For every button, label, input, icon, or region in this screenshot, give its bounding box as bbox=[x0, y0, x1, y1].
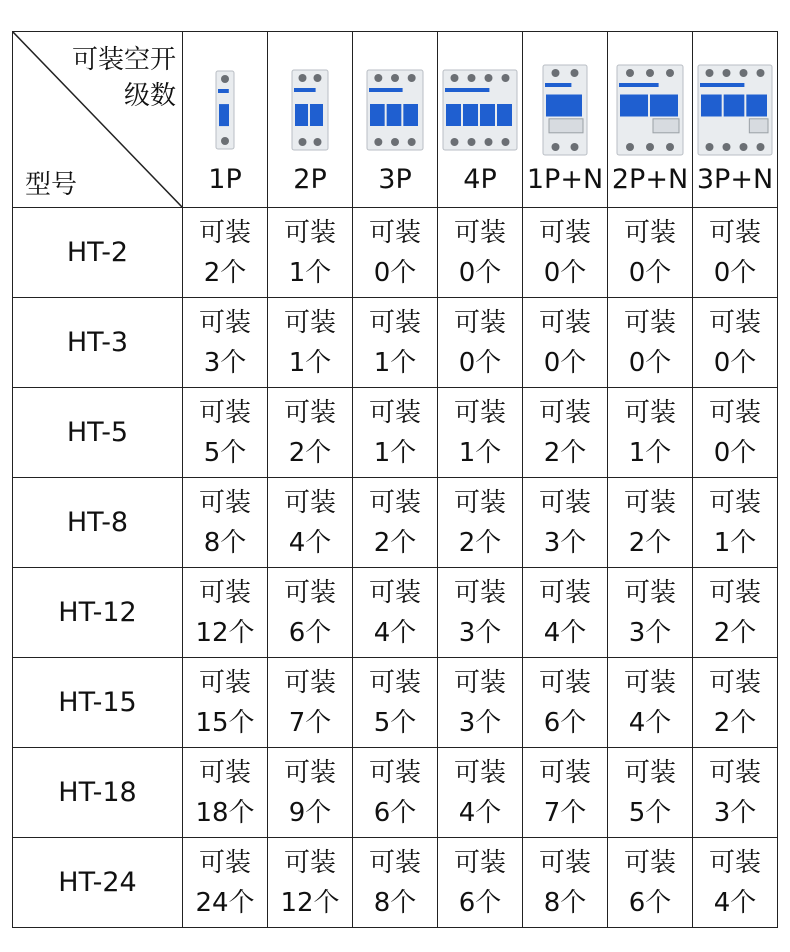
capacity-count: 5个 bbox=[203, 437, 247, 468]
capacity-cell bbox=[608, 838, 693, 928]
capacity-label: 可装 bbox=[283, 667, 336, 698]
model-cell: HT-5 bbox=[13, 388, 183, 478]
capacity-count: 0个 bbox=[713, 347, 757, 378]
table-row bbox=[13, 568, 778, 658]
capacity-label: 可装 bbox=[283, 217, 336, 248]
capacity-label: 可装 bbox=[198, 757, 251, 788]
capacity-count: 6个 bbox=[458, 887, 502, 918]
table-row bbox=[13, 388, 778, 478]
capacity-cell bbox=[268, 748, 353, 838]
capacity-count: 6个 bbox=[628, 887, 672, 918]
capacity-label: 可装 bbox=[368, 847, 421, 878]
capacity-label: 可装 bbox=[708, 487, 761, 518]
capacity-table bbox=[12, 31, 778, 928]
capacity-label: 可装 bbox=[538, 577, 591, 608]
capacity-count: 0个 bbox=[628, 347, 672, 378]
capacity-label: 可装 bbox=[623, 577, 676, 608]
header-row bbox=[13, 32, 778, 208]
capacity-count: 2个 bbox=[458, 527, 502, 558]
capacity-label: 可装 bbox=[283, 307, 336, 338]
capacity-count: 2个 bbox=[373, 527, 417, 558]
table-row bbox=[13, 208, 778, 298]
capacity-count: 3个 bbox=[458, 617, 502, 648]
capacity-count: 5个 bbox=[373, 707, 417, 738]
capacity-count: 6个 bbox=[288, 617, 332, 648]
capacity-label: 可装 bbox=[538, 487, 591, 518]
capacity-label: 可装 bbox=[708, 307, 761, 338]
pole-label: 3P bbox=[378, 164, 412, 195]
capacity-count: 12个 bbox=[195, 617, 255, 648]
pole-column-header bbox=[183, 32, 268, 208]
capacity-count: 1个 bbox=[628, 437, 672, 468]
capacity-cell bbox=[608, 208, 693, 298]
capacity-count: 7个 bbox=[288, 707, 332, 738]
capacity-count: 0个 bbox=[458, 257, 502, 288]
capacity-cell bbox=[438, 748, 523, 838]
pole-count-header-line1: 可装空开 bbox=[71, 45, 176, 75]
capacity-label: 可装 bbox=[538, 397, 591, 428]
model-cell: HT-15 bbox=[13, 658, 183, 748]
capacity-count: 18个 bbox=[195, 797, 255, 828]
capacity-label: 可装 bbox=[623, 757, 676, 788]
capacity-cell bbox=[353, 478, 438, 568]
capacity-cell bbox=[183, 748, 268, 838]
capacity-count: 2个 bbox=[628, 527, 672, 558]
capacity-label: 可装 bbox=[368, 577, 421, 608]
capacity-count: 3个 bbox=[713, 797, 757, 828]
model-cell: HT-2 bbox=[13, 208, 183, 298]
capacity-label: 可装 bbox=[283, 487, 336, 518]
capacity-cell bbox=[693, 838, 778, 928]
capacity-cell bbox=[268, 568, 353, 658]
capacity-count: 1个 bbox=[373, 437, 417, 468]
capacity-cell bbox=[608, 388, 693, 478]
capacity-label: 可装 bbox=[198, 397, 251, 428]
capacity-count: 6个 bbox=[543, 707, 587, 738]
capacity-count: 0个 bbox=[713, 437, 757, 468]
capacity-count: 0个 bbox=[628, 257, 672, 288]
capacity-label: 可装 bbox=[623, 307, 676, 338]
capacity-cell bbox=[438, 838, 523, 928]
capacity-label: 可装 bbox=[368, 667, 421, 698]
capacity-count: 1个 bbox=[373, 347, 417, 378]
capacity-count: 24个 bbox=[195, 887, 255, 918]
capacity-cell bbox=[353, 388, 438, 478]
capacity-label: 可装 bbox=[198, 487, 251, 518]
capacity-cell bbox=[693, 658, 778, 748]
capacity-cell bbox=[608, 478, 693, 568]
capacity-count: 12个 bbox=[280, 887, 340, 918]
capacity-label: 可装 bbox=[538, 847, 591, 878]
capacity-cell bbox=[268, 838, 353, 928]
capacity-label: 可装 bbox=[623, 847, 676, 878]
capacity-count: 0个 bbox=[713, 257, 757, 288]
capacity-count: 4个 bbox=[288, 527, 332, 558]
capacity-label: 可装 bbox=[453, 667, 506, 698]
capacity-cell bbox=[183, 208, 268, 298]
capacity-count: 2个 bbox=[713, 617, 757, 648]
capacity-cell bbox=[693, 478, 778, 568]
capacity-cell bbox=[438, 208, 523, 298]
capacity-cell bbox=[608, 298, 693, 388]
capacity-label: 可装 bbox=[283, 397, 336, 428]
capacity-cell bbox=[693, 748, 778, 838]
pole-label: 1P bbox=[208, 164, 242, 195]
capacity-cell bbox=[523, 748, 608, 838]
pole-label: 2P+N bbox=[611, 164, 689, 195]
capacity-label: 可装 bbox=[708, 397, 761, 428]
table-row bbox=[13, 658, 778, 748]
capacity-label: 可装 bbox=[538, 667, 591, 698]
capacity-count: 4个 bbox=[543, 617, 587, 648]
pole-column-header bbox=[608, 32, 693, 208]
capacity-cell bbox=[353, 658, 438, 748]
capacity-label: 可装 bbox=[283, 757, 336, 788]
capacity-cell bbox=[353, 838, 438, 928]
model-cell: HT-12 bbox=[13, 568, 183, 658]
capacity-label: 可装 bbox=[283, 577, 336, 608]
pole-count-header-line2: 级数 bbox=[123, 81, 176, 111]
capacity-count: 8个 bbox=[373, 887, 417, 918]
capacity-cell bbox=[183, 568, 268, 658]
capacity-count: 3个 bbox=[543, 527, 587, 558]
capacity-count: 7个 bbox=[543, 797, 587, 828]
capacity-label: 可装 bbox=[453, 577, 506, 608]
breaker-1p-icon bbox=[183, 60, 267, 160]
model-cell: HT-18 bbox=[13, 748, 183, 838]
capacity-cell bbox=[268, 208, 353, 298]
capacity-count: 15个 bbox=[195, 707, 255, 738]
capacity-count: 1个 bbox=[288, 257, 332, 288]
capacity-cell bbox=[183, 298, 268, 388]
capacity-count: 0个 bbox=[458, 347, 502, 378]
breaker-2p-icon bbox=[268, 60, 352, 160]
capacity-label: 可装 bbox=[538, 307, 591, 338]
rcbo-1pn-icon bbox=[523, 60, 607, 160]
capacity-label: 可装 bbox=[198, 577, 251, 608]
capacity-cell bbox=[693, 208, 778, 298]
capacity-count: 1个 bbox=[288, 347, 332, 378]
capacity-label: 可装 bbox=[453, 757, 506, 788]
capacity-cell bbox=[268, 298, 353, 388]
capacity-count: 3个 bbox=[458, 707, 502, 738]
pole-label: 1P+N bbox=[526, 164, 604, 195]
model-header: 型号 bbox=[25, 170, 78, 200]
model-cell: HT-24 bbox=[13, 838, 183, 928]
capacity-cell bbox=[353, 208, 438, 298]
capacity-cell bbox=[608, 568, 693, 658]
model-cell: HT-3 bbox=[13, 298, 183, 388]
pole-label: 3P+N bbox=[696, 164, 774, 195]
capacity-count: 4个 bbox=[628, 707, 672, 738]
capacity-count: 2个 bbox=[543, 437, 587, 468]
capacity-cell bbox=[268, 388, 353, 478]
capacity-count: 3个 bbox=[203, 347, 247, 378]
capacity-count: 2个 bbox=[203, 257, 247, 288]
capacity-cell bbox=[608, 748, 693, 838]
capacity-cell bbox=[268, 658, 353, 748]
table-row bbox=[13, 298, 778, 388]
capacity-label: 可装 bbox=[453, 217, 506, 248]
capacity-count: 2个 bbox=[288, 437, 332, 468]
breaker-3p-icon bbox=[353, 60, 437, 160]
capacity-label: 可装 bbox=[623, 397, 676, 428]
pole-label: 2P bbox=[293, 164, 327, 195]
capacity-count: 0个 bbox=[543, 257, 587, 288]
pole-label: 4P bbox=[463, 164, 497, 195]
capacity-cell bbox=[268, 478, 353, 568]
capacity-label: 可装 bbox=[708, 217, 761, 248]
capacity-label: 可装 bbox=[538, 757, 591, 788]
table-row bbox=[13, 838, 778, 928]
capacity-label: 可装 bbox=[623, 667, 676, 698]
model-cell: HT-8 bbox=[13, 478, 183, 568]
capacity-cell bbox=[438, 298, 523, 388]
capacity-count: 0个 bbox=[373, 257, 417, 288]
capacity-label: 可装 bbox=[708, 577, 761, 608]
capacity-cell bbox=[183, 388, 268, 478]
capacity-label: 可装 bbox=[198, 847, 251, 878]
capacity-cell bbox=[693, 388, 778, 478]
capacity-cell bbox=[608, 658, 693, 748]
corner-header-cell bbox=[13, 32, 183, 208]
capacity-cell bbox=[353, 748, 438, 838]
capacity-label: 可装 bbox=[368, 487, 421, 518]
capacity-label: 可装 bbox=[623, 217, 676, 248]
capacity-label: 可装 bbox=[708, 847, 761, 878]
capacity-label: 可装 bbox=[453, 307, 506, 338]
capacity-label: 可装 bbox=[453, 847, 506, 878]
capacity-count: 4个 bbox=[373, 617, 417, 648]
capacity-count: 4个 bbox=[458, 797, 502, 828]
capacity-cell bbox=[523, 658, 608, 748]
capacity-count: 9个 bbox=[288, 797, 332, 828]
breaker-4p-icon bbox=[438, 60, 522, 160]
pole-column-header bbox=[693, 32, 778, 208]
capacity-count: 2个 bbox=[713, 707, 757, 738]
capacity-cell bbox=[438, 478, 523, 568]
capacity-cell bbox=[183, 658, 268, 748]
capacity-label: 可装 bbox=[198, 217, 251, 248]
capacity-label: 可装 bbox=[283, 847, 336, 878]
capacity-cell bbox=[523, 478, 608, 568]
capacity-cell bbox=[353, 568, 438, 658]
table-row bbox=[13, 478, 778, 568]
rcbo-2pn-icon bbox=[608, 60, 692, 160]
capacity-cell bbox=[438, 568, 523, 658]
capacity-cell bbox=[183, 838, 268, 928]
capacity-cell bbox=[353, 298, 438, 388]
capacity-cell bbox=[438, 388, 523, 478]
capacity-count: 5个 bbox=[628, 797, 672, 828]
capacity-label: 可装 bbox=[368, 757, 421, 788]
capacity-label: 可装 bbox=[708, 667, 761, 698]
capacity-cell bbox=[438, 658, 523, 748]
capacity-label: 可装 bbox=[198, 667, 251, 698]
capacity-cell bbox=[693, 298, 778, 388]
capacity-label: 可装 bbox=[538, 217, 591, 248]
pole-column-header bbox=[523, 32, 608, 208]
capacity-label: 可装 bbox=[453, 487, 506, 518]
pole-column-header bbox=[438, 32, 523, 208]
capacity-count: 1个 bbox=[458, 437, 502, 468]
table-row bbox=[13, 748, 778, 838]
capacity-count: 8个 bbox=[543, 887, 587, 918]
capacity-label: 可装 bbox=[623, 487, 676, 518]
capacity-count: 6个 bbox=[373, 797, 417, 828]
capacity-cell bbox=[523, 568, 608, 658]
rcbo-3pn-icon bbox=[693, 60, 777, 160]
capacity-label: 可装 bbox=[368, 397, 421, 428]
capacity-cell bbox=[523, 838, 608, 928]
capacity-cell bbox=[523, 208, 608, 298]
capacity-cell bbox=[693, 568, 778, 658]
capacity-count: 0个 bbox=[543, 347, 587, 378]
capacity-cell bbox=[523, 388, 608, 478]
capacity-label: 可装 bbox=[368, 307, 421, 338]
capacity-label: 可装 bbox=[198, 307, 251, 338]
capacity-label: 可装 bbox=[708, 757, 761, 788]
capacity-cell bbox=[183, 478, 268, 568]
capacity-count: 3个 bbox=[628, 617, 672, 648]
pole-column-header bbox=[268, 32, 353, 208]
pole-count-header bbox=[72, 42, 176, 114]
capacity-count: 1个 bbox=[713, 527, 757, 558]
capacity-count: 8个 bbox=[203, 527, 247, 558]
capacity-label: 可装 bbox=[453, 397, 506, 428]
pole-column-header bbox=[353, 32, 438, 208]
capacity-cell bbox=[523, 298, 608, 388]
capacity-label: 可装 bbox=[368, 217, 421, 248]
capacity-count: 4个 bbox=[713, 887, 757, 918]
